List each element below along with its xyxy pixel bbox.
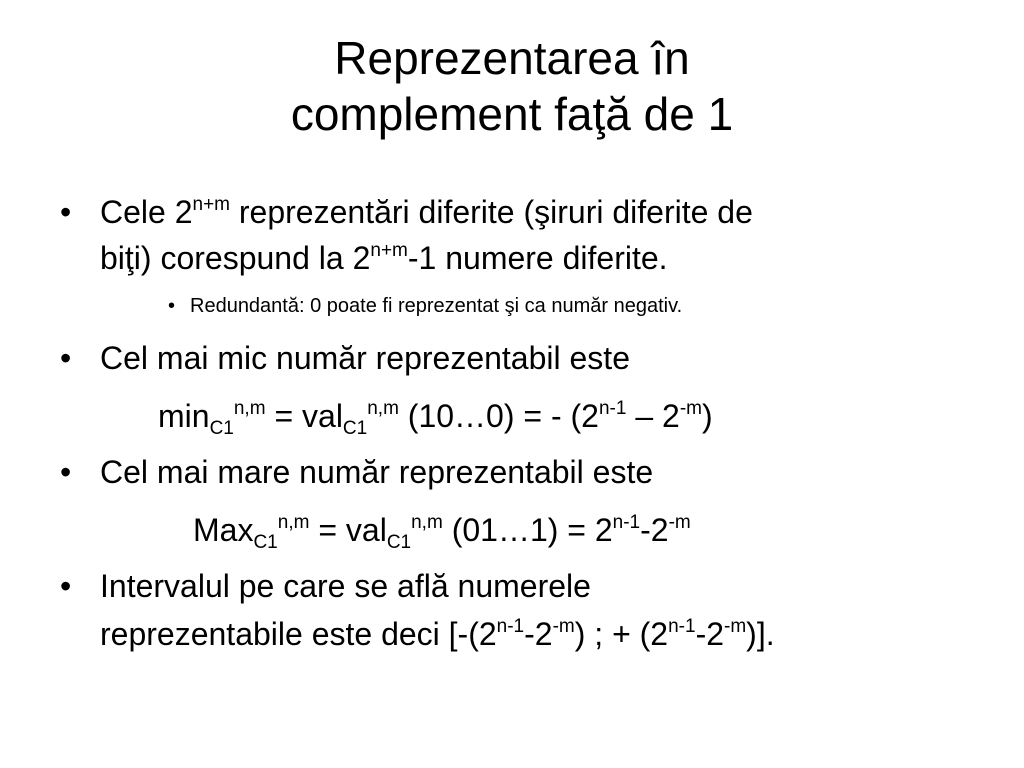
formula-min-superscript: n-1: [598, 398, 627, 419]
formula-min-part: – 2: [626, 398, 680, 434]
formula-min-subscript: C1: [342, 418, 368, 439]
sub-bullet-text: Redundantă: 0 poate fi reprezentat şi ca număr negativ.: [190, 295, 683, 317]
bullet-4-part: -2: [695, 616, 725, 652]
formula-max-subscript: C1: [253, 532, 278, 553]
bullet-1-exponent: n+m: [192, 194, 230, 215]
bullet-4-line-2: [100, 614, 775, 654]
formula-max-part: (01…1) = 2: [442, 512, 613, 548]
formula-min-superscript: n,m: [367, 398, 399, 419]
title-line-1: Reprezentarea în: [334, 32, 690, 84]
formula-min-part: ): [701, 398, 713, 434]
bullet-1-exponent-2: n+m: [370, 240, 408, 261]
title-line-2: complement faţă de 1: [290, 88, 734, 140]
formula-min: [158, 396, 713, 439]
bullet-marker: •: [60, 568, 72, 604]
formula-max-superscript: n,m: [411, 512, 443, 533]
bullet-4-line-1: Intervalul pe care se află numerele: [100, 568, 591, 604]
bullet-marker: •: [60, 340, 72, 376]
bullet-1-text-b: reprezentări diferite (şiruri diferite de: [230, 194, 753, 230]
bullet-4-part: )].: [746, 616, 775, 652]
formula-max: [193, 510, 691, 553]
bullet-2-text: Cel mai mic număr reprezentabil este: [100, 340, 630, 376]
bullet-1-line-2: [100, 238, 668, 278]
formula-min-superscript: -m: [679, 398, 702, 419]
bullet-4-superscript: n-1: [496, 616, 525, 637]
sub-bullet-marker: •: [168, 295, 176, 317]
bullet-1-text-a: Cele 2: [100, 194, 193, 230]
bullet-4-superscript: n-1: [668, 616, 696, 637]
formula-max-part: = val: [309, 512, 387, 548]
formula-max-superscript: -m: [668, 512, 691, 533]
formula-max-subscript: C1: [386, 532, 412, 553]
bullet-marker: •: [60, 194, 72, 230]
bullet-1-text-d: -1 numere diferite.: [407, 240, 668, 276]
formula-min-part: (10…0) = - (2: [398, 398, 599, 434]
bullet-1-line-1: [100, 192, 753, 232]
formula-max-part: -2: [640, 512, 669, 548]
formula-min-subscript: C1: [209, 418, 234, 439]
bullet-4-part: ) ; + (2: [574, 616, 669, 652]
bullet-4-part: reprezentabile este deci [-(2: [100, 616, 497, 652]
formula-max-part: Max: [193, 512, 254, 548]
bullet-1-text-c: biţi) corespund la 2: [100, 240, 371, 276]
bullet-4-part: -2: [524, 616, 553, 652]
formula-min-superscript: n,m: [233, 398, 266, 419]
bullet-4-superscript: -m: [724, 616, 747, 637]
bullet-4-superscript: -m: [552, 616, 575, 637]
bullet-marker: •: [60, 454, 72, 490]
bullet-3-text: Cel mai mare număr reprezentabil este: [100, 454, 654, 490]
formula-min-part: = val: [265, 398, 343, 434]
formula-max-superscript: n-1: [612, 512, 641, 533]
formula-max-superscript: n,m: [277, 512, 310, 533]
formula-min-part: min: [158, 398, 210, 434]
